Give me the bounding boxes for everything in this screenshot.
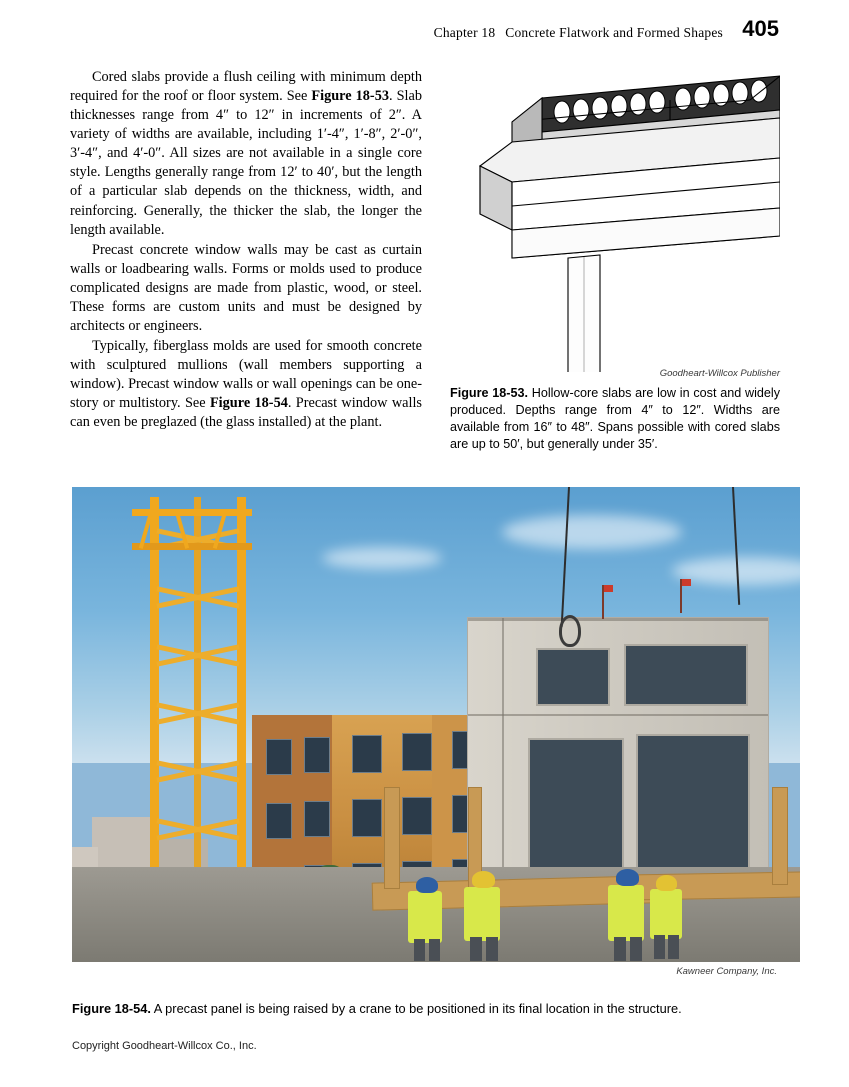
worker-vest [408,891,442,943]
worker-vest [464,887,500,941]
copyright-line: Copyright Goodheart-Willcox Co., Inc. [72,1040,257,1052]
figure-18-54-photo [72,487,800,962]
worker-leg [630,937,642,961]
worker-leg [654,935,665,959]
construction-site-photo [72,487,800,962]
worker-vest [608,885,644,941]
hollow-core-slab-diagram [450,62,780,372]
panel-window-opening [528,738,624,872]
cloud [502,515,682,549]
worker-leg [486,937,498,961]
figure-reference: Figure 18-53 [311,88,389,105]
timber-post [772,787,788,885]
figure-18-53-credit: Goodheart-Willcox Publisher [659,368,780,379]
figure-reference: Figure 18-54 [209,395,288,412]
panel-edge [468,618,768,621]
crane-jib-chord [132,543,252,550]
figure-18-54-caption [72,1000,800,1017]
building-window [352,735,382,773]
figure-18-54-credit: Kawneer Company, Inc. [676,966,777,977]
timber-post [384,787,400,889]
marker-flag [604,585,613,592]
building-window [402,733,432,771]
body-text-run: Precast concrete window walls may be cast as curtain walls or loadbearing walls. Forms or molds used to produce complicated designs are made from plastic, wood, or steel. These forms are custom units and must be designed by architects or engineers. [70,241,422,335]
worker-leg [429,939,440,961]
crane-hook [559,615,581,647]
page-number: 405 [742,16,779,41]
marker-flag [682,579,691,586]
running-head [70,16,779,48]
building-window [304,737,330,773]
figure-18-54-caption-text: A precast panel is being raised by a crane to be positioned in its final location in the structure. [150,1001,682,1016]
figure-18-53-number: Figure 18-53. [450,386,528,400]
body-text-run: Typically, fiberglass molds are used for smooth concrete with sculptured mullions (wall members supporting a window). Precast window walls or wall openings can be one-story or multistory. See [70,338,422,412]
worker-helmet [616,869,639,886]
cloud [322,547,442,569]
body-paragraph [70,241,422,336]
worker-leg [414,939,425,961]
worker-helmet [656,875,677,891]
worker-leg [470,937,482,961]
body-paragraph [70,337,422,432]
figure-18-54-number: Figure 18-54. [72,1001,151,1016]
building-window [352,799,382,837]
body-text-column [70,68,422,432]
building-window [266,739,292,775]
tower-crane-jib [132,509,252,553]
worker-helmet [416,877,438,893]
building-window [304,801,330,837]
panel-window-opening [624,644,748,706]
worker-vest [650,889,682,939]
chapter-label: Chapter 18 [433,25,496,40]
body-paragraph [70,68,422,240]
body-text-run: . Precast window walls can even be preglazed (the glass installed) at the plant. [70,395,422,431]
worker-leg [614,937,626,961]
worker-leg [668,935,679,959]
worker-helmet [472,871,495,888]
figure-18-53 [450,62,780,452]
figure-18-53-caption [450,385,780,454]
panel-window-opening [536,648,610,706]
body-text-run: . Slab thicknesses range from 4″ to 12″ in increments of 2″. A variety of widths are available, including 1′-4″, 1′-8″, 2′-0″, 3′-4″, and 4′-0″. All sizes are not available in a single core style. Lengths generally range from 12′ to 40′, but the length of a particular slab depends on the thickness, width, and reinforcing. Generally, the thicker the slab, the longer the length available. [70,88,423,238]
panel-seam [468,714,768,716]
chapter-line [434,25,723,41]
building-window [266,803,292,839]
building-window [402,797,432,835]
body-text-run: Cored slabs provide a flush ceiling with minimum depth required for the roof or floor system. See [70,69,422,105]
chapter-title: Concrete Flatwork and Formed Shapes [505,25,723,40]
figure-18-53-caption-text: Hollow-core slabs are low in cost and widely produced. Depths range from 4″ to 12″. Widths are available from 16″ to 48″. Spans possible with cored slabs are up to 50′, but generally under 35′. [450,386,780,452]
panel-window-opening [636,734,750,872]
